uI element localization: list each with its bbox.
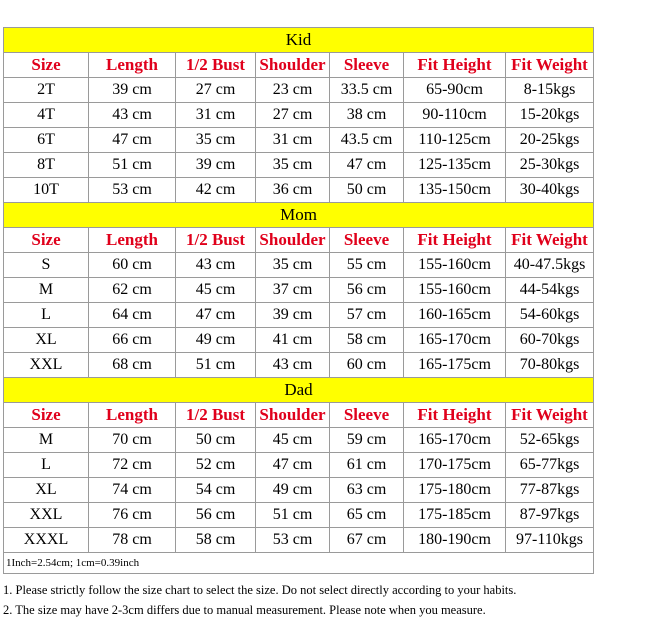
- column-header: Size: [4, 403, 89, 428]
- table-cell: 56 cm: [176, 503, 256, 528]
- table-cell: 77-87kgs: [506, 478, 594, 503]
- table-cell: 44-54kgs: [506, 278, 594, 303]
- column-header: Sleeve: [330, 403, 404, 428]
- table-cell: 170-175cm: [404, 453, 506, 478]
- table-cell: 38 cm: [330, 103, 404, 128]
- column-header: Fit Weight: [506, 228, 594, 253]
- table-cell: 60 cm: [330, 353, 404, 378]
- table-cell: 15-20kgs: [506, 103, 594, 128]
- table-cell: 76 cm: [89, 503, 176, 528]
- section-header-mom: [4, 203, 594, 228]
- table-cell: 54 cm: [176, 478, 256, 503]
- table-cell: 8T: [4, 153, 89, 178]
- table-cell: 70 cm: [89, 428, 176, 453]
- table-cell: 55 cm: [330, 253, 404, 278]
- table-cell: 35 cm: [256, 153, 330, 178]
- section-title: Kid: [4, 28, 594, 53]
- table-cell: 49 cm: [176, 328, 256, 353]
- table-cell: S: [4, 253, 89, 278]
- table-cell: 68 cm: [89, 353, 176, 378]
- column-header: Shoulder: [256, 53, 330, 78]
- table-cell: 43.5 cm: [330, 128, 404, 153]
- table-cell: 51 cm: [176, 353, 256, 378]
- table-cell: 155-160cm: [404, 278, 506, 303]
- table-cell: 35 cm: [176, 128, 256, 153]
- table-cell: 39 cm: [176, 153, 256, 178]
- table-cell: 160-165cm: [404, 303, 506, 328]
- table-row: [4, 328, 594, 353]
- notes: [3, 580, 516, 620]
- table-cell: 53 cm: [256, 528, 330, 553]
- column-header: Size: [4, 53, 89, 78]
- table-cell: 53 cm: [89, 178, 176, 203]
- table-cell: 49 cm: [256, 478, 330, 503]
- table-cell: 43 cm: [176, 253, 256, 278]
- section-header-kid: [4, 28, 594, 53]
- table-cell: 125-135cm: [404, 153, 506, 178]
- table-cell: 56 cm: [330, 278, 404, 303]
- table-cell: XL: [4, 478, 89, 503]
- table-cell: 50 cm: [330, 178, 404, 203]
- table-cell: 45 cm: [176, 278, 256, 303]
- table-cell: 31 cm: [256, 128, 330, 153]
- note-1: 1. Please strictly follow the size chart to select the size. Do not select directly according to your habits.: [3, 583, 517, 597]
- unit-conversion-note: 1Inch=2.54cm; 1cm=0.39inch: [4, 553, 594, 574]
- table-cell: 72 cm: [89, 453, 176, 478]
- table-row: [4, 428, 594, 453]
- table-cell: 39 cm: [89, 78, 176, 103]
- table-cell: 135-150cm: [404, 178, 506, 203]
- section-title: Mom: [4, 203, 594, 228]
- table-cell: 63 cm: [330, 478, 404, 503]
- table-cell: 47 cm: [330, 153, 404, 178]
- table-cell: 87-97kgs: [506, 503, 594, 528]
- table-cell: 165-175cm: [404, 353, 506, 378]
- table-row: [4, 278, 594, 303]
- column-header: Length: [89, 228, 176, 253]
- table-cell: 51 cm: [89, 153, 176, 178]
- table-cell: 67 cm: [330, 528, 404, 553]
- table-cell: 180-190cm: [404, 528, 506, 553]
- note-2: 2. The size may have 2-3cm differs due to manual measurement. Please note when you measure.: [3, 603, 486, 617]
- table-row: [4, 453, 594, 478]
- size-chart-body: [4, 28, 594, 553]
- table-cell: 27 cm: [176, 78, 256, 103]
- table-cell: XXL: [4, 353, 89, 378]
- table-cell: 31 cm: [176, 103, 256, 128]
- table-cell: XXXL: [4, 528, 89, 553]
- size-chart-table: [3, 27, 594, 574]
- table-cell: 60 cm: [89, 253, 176, 278]
- table-cell: 42 cm: [176, 178, 256, 203]
- table-cell: 65 cm: [330, 503, 404, 528]
- table-cell: 41 cm: [256, 328, 330, 353]
- table-cell: 33.5 cm: [330, 78, 404, 103]
- table-cell: 52-65kgs: [506, 428, 594, 453]
- table-cell: 60-70kgs: [506, 328, 594, 353]
- table-row: [4, 353, 594, 378]
- table-row: [4, 253, 594, 278]
- conversion-row: [4, 553, 594, 574]
- table-cell: 43 cm: [89, 103, 176, 128]
- table-cell: XL: [4, 328, 89, 353]
- table-cell: 2T: [4, 78, 89, 103]
- column-header: 1/2 Bust: [176, 228, 256, 253]
- table-cell: 57 cm: [330, 303, 404, 328]
- table-cell: 65-77kgs: [506, 453, 594, 478]
- table-cell: 40-47.5kgs: [506, 253, 594, 278]
- column-header: Fit Weight: [506, 53, 594, 78]
- table-cell: 70-80kgs: [506, 353, 594, 378]
- table-cell: 27 cm: [256, 103, 330, 128]
- table-cell: 50 cm: [176, 428, 256, 453]
- table-cell: 47 cm: [176, 303, 256, 328]
- table-row: [4, 478, 594, 503]
- table-cell: 110-125cm: [404, 128, 506, 153]
- table-cell: L: [4, 303, 89, 328]
- table-cell: 97-110kgs: [506, 528, 594, 553]
- table-cell: 175-185cm: [404, 503, 506, 528]
- table-cell: 6T: [4, 128, 89, 153]
- table-cell: 54-60kgs: [506, 303, 594, 328]
- column-header: Fit Weight: [506, 403, 594, 428]
- column-header-row: [4, 53, 594, 78]
- table-cell: 20-25kgs: [506, 128, 594, 153]
- table-cell: 47 cm: [256, 453, 330, 478]
- table-cell: 35 cm: [256, 253, 330, 278]
- table-cell: 90-110cm: [404, 103, 506, 128]
- table-cell: 10T: [4, 178, 89, 203]
- table-row: [4, 178, 594, 203]
- table-cell: 62 cm: [89, 278, 176, 303]
- table-cell: 4T: [4, 103, 89, 128]
- table-cell: 58 cm: [176, 528, 256, 553]
- table-cell: 59 cm: [330, 428, 404, 453]
- column-header: Sleeve: [330, 53, 404, 78]
- table-cell: 8-15kgs: [506, 78, 594, 103]
- table-row: [4, 103, 594, 128]
- column-header: 1/2 Bust: [176, 53, 256, 78]
- table-cell: 25-30kgs: [506, 153, 594, 178]
- table-cell: 78 cm: [89, 528, 176, 553]
- table-row: [4, 303, 594, 328]
- column-header-row: [4, 403, 594, 428]
- table-row: [4, 78, 594, 103]
- column-header: Shoulder: [256, 228, 330, 253]
- table-cell: 37 cm: [256, 278, 330, 303]
- column-header: Sleeve: [330, 228, 404, 253]
- table-cell: 47 cm: [89, 128, 176, 153]
- table-cell: L: [4, 453, 89, 478]
- table-cell: M: [4, 278, 89, 303]
- column-header: Size: [4, 228, 89, 253]
- column-header: Fit Height: [404, 403, 506, 428]
- table-cell: 23 cm: [256, 78, 330, 103]
- table-cell: 52 cm: [176, 453, 256, 478]
- table-cell: 30-40kgs: [506, 178, 594, 203]
- table-row: [4, 128, 594, 153]
- table-cell: 175-180cm: [404, 478, 506, 503]
- column-header: Length: [89, 403, 176, 428]
- table-cell: 45 cm: [256, 428, 330, 453]
- column-header-row: [4, 228, 594, 253]
- table-cell: 64 cm: [89, 303, 176, 328]
- table-cell: 74 cm: [89, 478, 176, 503]
- table-cell: 165-170cm: [404, 428, 506, 453]
- column-header: Length: [89, 53, 176, 78]
- table-cell: 65-90cm: [404, 78, 506, 103]
- table-cell: 155-160cm: [404, 253, 506, 278]
- column-header: 1/2 Bust: [176, 403, 256, 428]
- table-cell: 61 cm: [330, 453, 404, 478]
- table-cell: 58 cm: [330, 328, 404, 353]
- table-row: [4, 153, 594, 178]
- column-header: Fit Height: [404, 53, 506, 78]
- table-cell: XXL: [4, 503, 89, 528]
- table-cell: 165-170cm: [404, 328, 506, 353]
- table-cell: 43 cm: [256, 353, 330, 378]
- section-title: Dad: [4, 378, 594, 403]
- table-cell: M: [4, 428, 89, 453]
- table-row: [4, 528, 594, 553]
- table-cell: 51 cm: [256, 503, 330, 528]
- table-row: [4, 503, 594, 528]
- table-cell: 39 cm: [256, 303, 330, 328]
- table-cell: 66 cm: [89, 328, 176, 353]
- column-header: Shoulder: [256, 403, 330, 428]
- column-header: Fit Height: [404, 228, 506, 253]
- section-header-dad: [4, 378, 594, 403]
- table-cell: 36 cm: [256, 178, 330, 203]
